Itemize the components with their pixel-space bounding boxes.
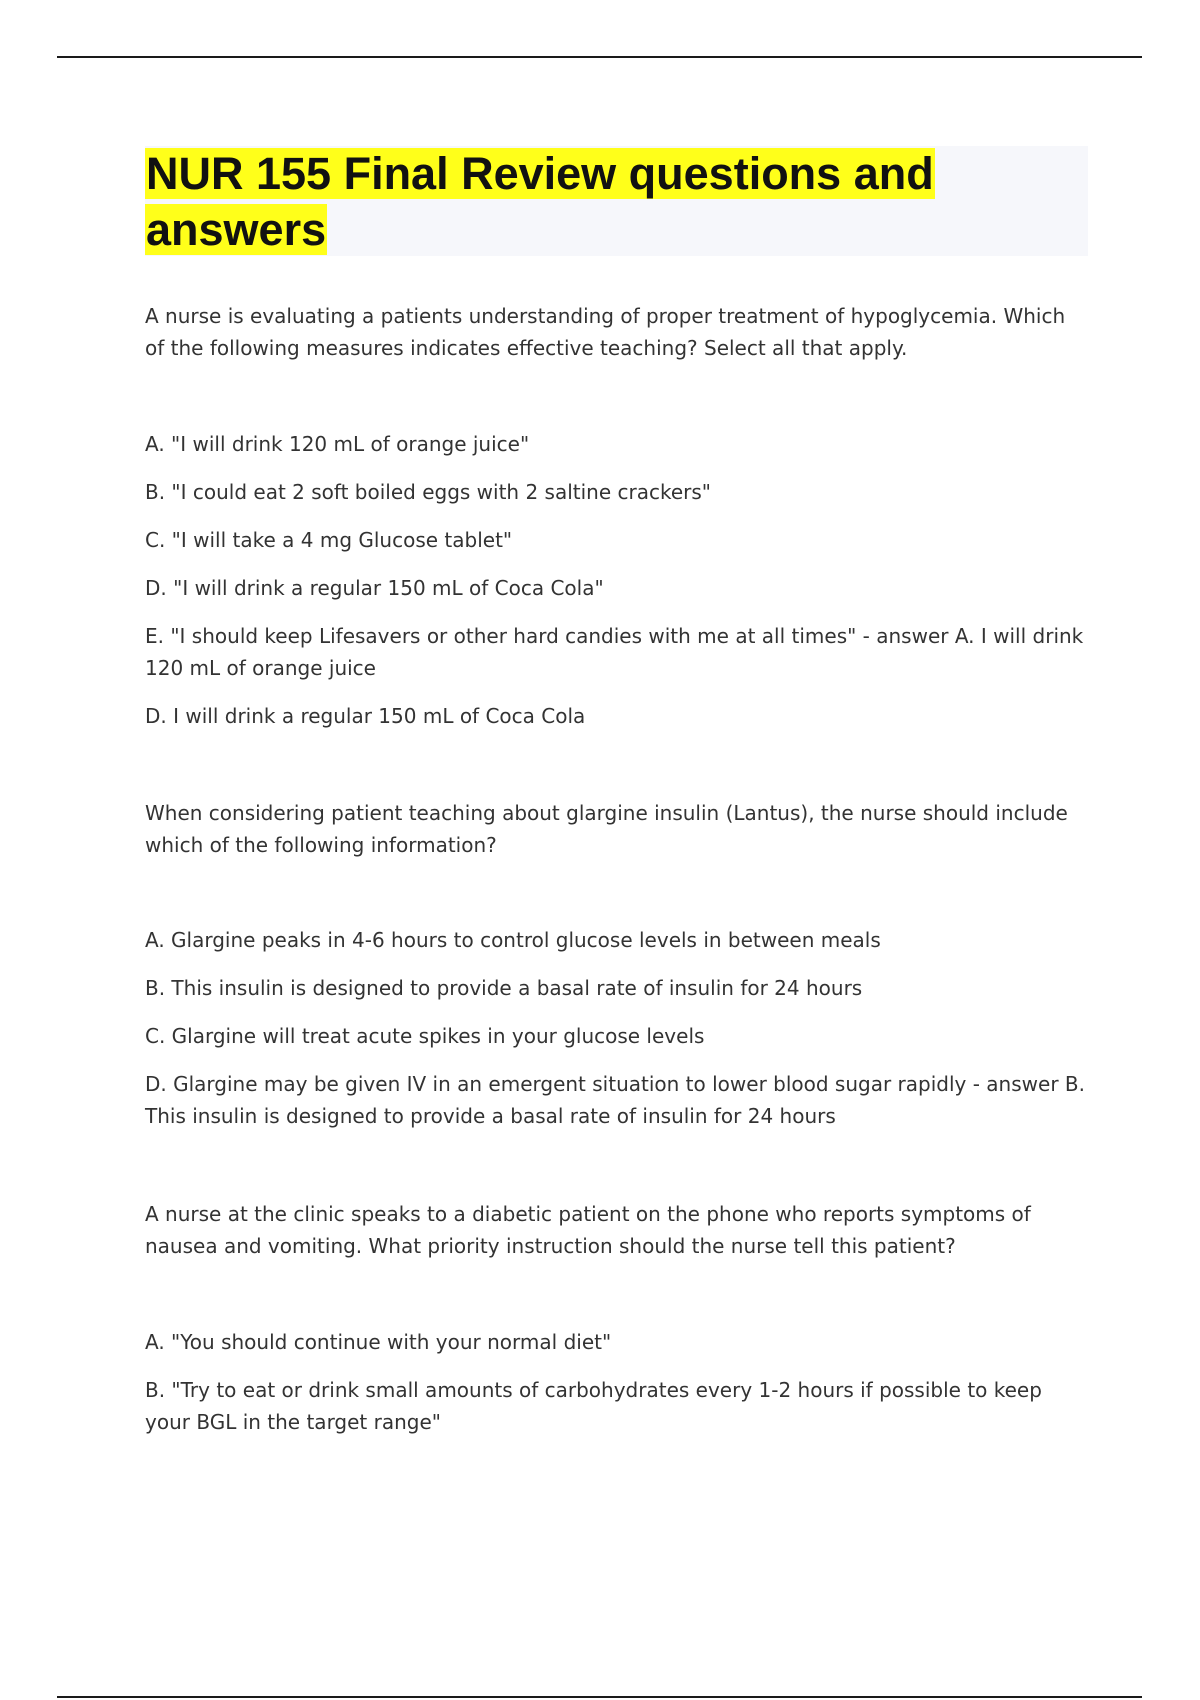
option-item: D. "I will drink a regular 150 mL of Coca Cola" — [145, 576, 604, 600]
option-item: A. "You should continue with your normal diet" — [145, 1330, 612, 1354]
document-title — [145, 146, 1088, 258]
option-item: D. I will drink a regular 150 mL of Coca Cola — [145, 704, 586, 728]
option-item: A. Glargine peaks in 4-6 hours to control glucose levels in between meals — [145, 928, 881, 952]
option-item-with-answer: E. "I should keep Lifesavers or other hard candies with me at all times" - answer A. I will drink 120 mL of orange juice — [145, 624, 1084, 680]
header-rule — [57, 56, 1142, 58]
question-2-options — [145, 924, 1090, 1148]
question-2-text: When considering patient teaching about glargine insulin (Lantus), the nurse should include which of the following information? — [145, 801, 1068, 857]
footer-rule — [57, 1696, 1142, 1698]
title-block — [145, 146, 1088, 256]
option-item: A. "I will drink 120 mL of orange juice" — [145, 432, 530, 456]
option-item: C. Glargine will treat acute spikes in your glucose levels — [145, 1024, 705, 1048]
question-1-options — [145, 428, 1090, 748]
option-item: B. This insulin is designed to provide a basal rate of insulin for 24 hours — [145, 976, 863, 1000]
option-item: B. "I could eat 2 soft boiled eggs with 2 saltine crackers" — [145, 480, 711, 504]
question-3-text: A nurse at the clinic speaks to a diabetic patient on the phone who reports symptoms of nausea and vomiting. What priority instruction should the nurse tell this patient? — [145, 1202, 1031, 1258]
option-item-with-answer: D. Glargine may be given IV in an emergent situation to lower blood sugar rapidly - answer B. This insulin is designed to provide a basal rate of insulin for 24 hours — [145, 1072, 1085, 1128]
document-title-text: NUR 155 Final Review questions and answers — [146, 148, 934, 255]
question-3-options — [145, 1326, 1090, 1454]
option-item: B. "Try to eat or drink small amounts of carbohydrates every 1-2 hours if possible to keep your BGL in the target range" — [145, 1378, 1042, 1434]
option-item: C. "I will take a 4 mg Glucose tablet" — [145, 528, 513, 552]
question-1-text: A nurse is evaluating a patients understanding of proper treatment of hypoglycemia. Which of the following measures indicates effective teaching? Select all that apply. — [145, 304, 1066, 360]
